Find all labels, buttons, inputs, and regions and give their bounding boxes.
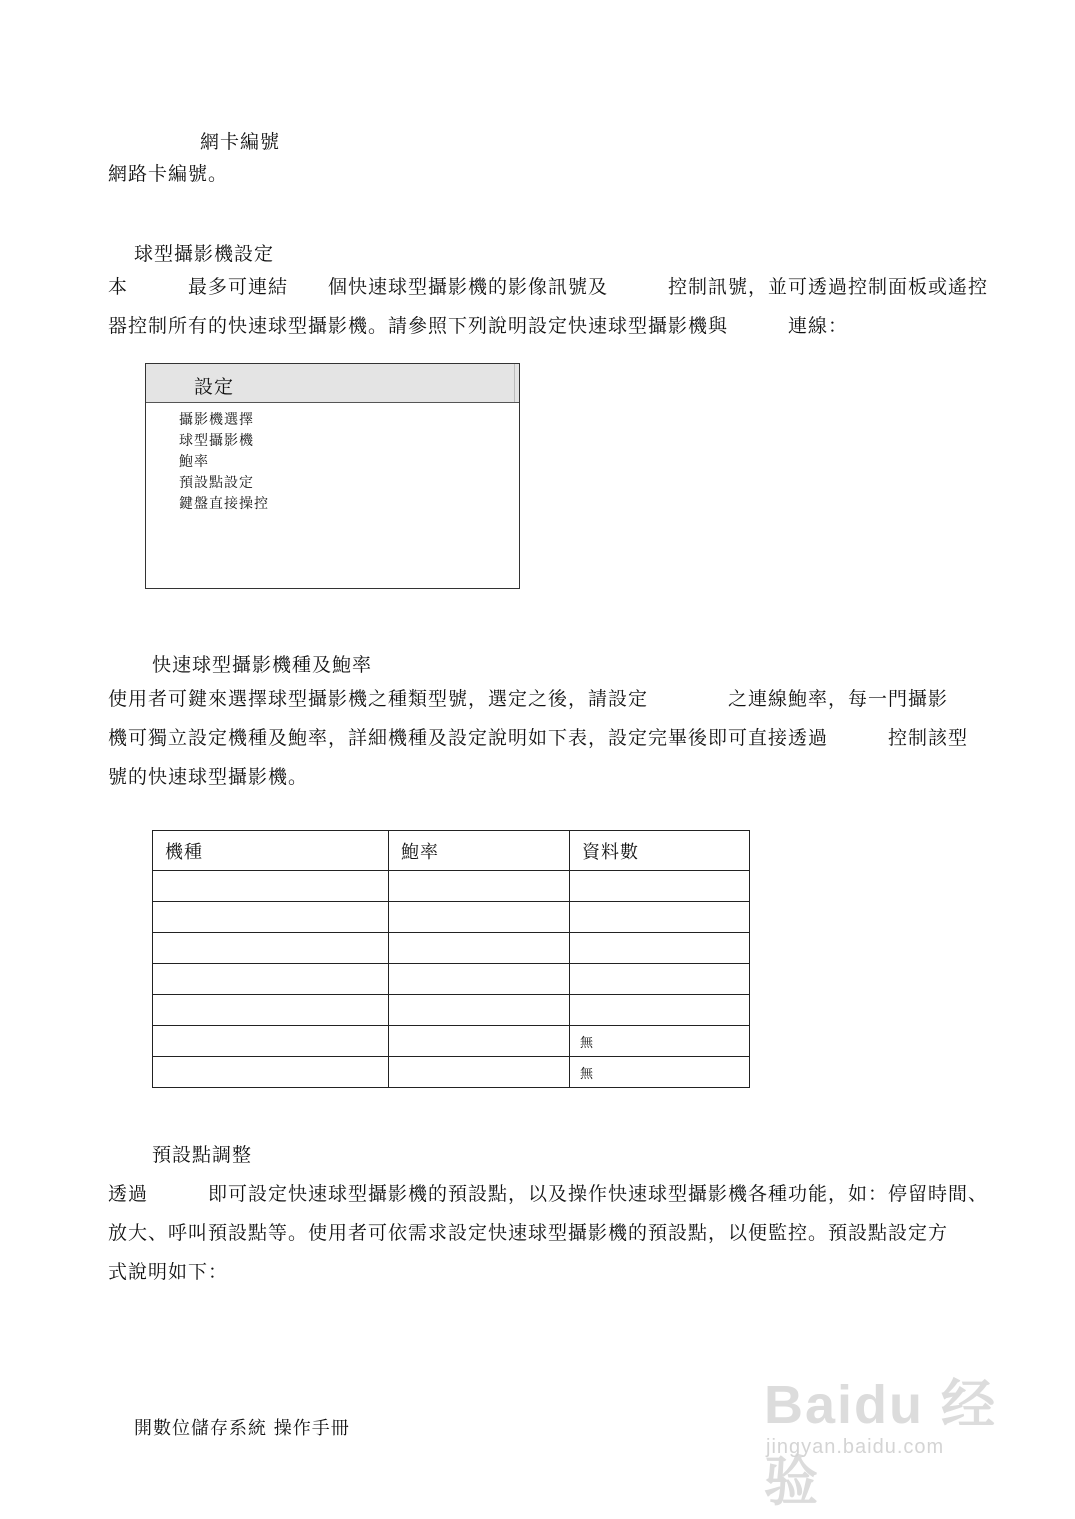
settings-menu-panel	[145, 363, 520, 589]
table-cell	[570, 995, 750, 1026]
table-cell	[570, 902, 750, 933]
speed-paragraph	[108, 680, 968, 797]
table-cell	[153, 933, 389, 964]
table-row	[153, 1057, 750, 1088]
table-row	[153, 964, 750, 995]
table-header-row	[153, 831, 750, 871]
menu-item-preset-settings[interactable]: 預設點設定	[179, 475, 254, 491]
dome-line-1: 本 最多可連結 個快速球型攝影機的影像訊號及 控制訊號，並可透過控制面板或遙控	[108, 276, 989, 298]
dome-heading: 球型攝影機設定	[134, 243, 275, 265]
table-header-data-count: 資料數	[570, 831, 750, 871]
menu-item-baud-rate[interactable]: 鮑率	[179, 454, 209, 470]
speed-line-2: 機可獨立設定機種及鮑率，詳細機種及設定說明如下表，設定完畢後即可直接透過 控制該型	[108, 727, 969, 749]
speed-heading: 快速球型攝影機種及鮑率	[152, 654, 373, 676]
preset-line-2: 放大、呼叫預設點等。使用者可依需求設定快速球型攝影機的預設點，以便監控。預設點設定方	[108, 1222, 949, 1244]
nic-heading: 網卡編號	[200, 131, 281, 153]
preset-line-1: 透過 即可設定快速球型攝影機的預設點，以及操作快速球型攝影機各種功能，如：停留時間、	[108, 1183, 989, 1205]
table-row	[153, 871, 750, 902]
settings-menu-title: 設定	[194, 376, 235, 398]
speed-line-3: 號的快速球型攝影機。	[108, 766, 309, 788]
table-cell	[153, 1026, 389, 1057]
table-row	[153, 902, 750, 933]
table-cell	[153, 902, 389, 933]
settings-menu-title-bar	[146, 364, 519, 403]
watermark-logo: Baidu 经验	[764, 1375, 998, 1512]
model-baud-table	[152, 830, 750, 1088]
table-cell	[570, 933, 750, 964]
preset-line-3: 式說明如下：	[108, 1261, 229, 1283]
speed-line-1: 使用者可鍵來選擇球型攝影機之種類型號，選定之後，請設定 之連線鮑率，每一門攝影	[108, 688, 949, 710]
table-cell	[153, 964, 389, 995]
watermark-url: jingyan.baidu.com	[766, 1436, 945, 1458]
dome-line-2: 器控制所有的快速球型攝影機。請參照下列說明設定快速球型攝影機與 連線：	[108, 315, 849, 337]
table-cell	[389, 1057, 570, 1088]
nic-body: 網路卡編號。	[108, 163, 229, 185]
table-cell	[389, 964, 570, 995]
page-footer: 開數位儲存系統 操作手冊	[134, 1418, 350, 1439]
table-cell	[389, 995, 570, 1026]
table-cell	[389, 933, 570, 964]
table-header-baud: 鮑率	[389, 831, 570, 871]
baidu-watermark	[756, 1362, 1026, 1512]
table-cell: 無	[570, 1026, 750, 1057]
menu-item-keyboard-control[interactable]: 鍵盤直接操控	[179, 496, 269, 512]
table-header-model: 機種	[153, 831, 389, 871]
table-cell	[570, 871, 750, 902]
table-row	[153, 933, 750, 964]
table-cell: 無	[570, 1057, 750, 1088]
menu-item-dome-camera[interactable]: 球型攝影機	[179, 433, 254, 449]
table-cell	[389, 871, 570, 902]
table-row	[153, 995, 750, 1026]
menu-item-camera-select[interactable]: 攝影機選擇	[179, 412, 254, 428]
table-cell	[153, 995, 389, 1026]
dome-paragraph	[108, 268, 988, 346]
table-cell	[570, 964, 750, 995]
preset-paragraph	[108, 1175, 988, 1292]
table-cell	[389, 902, 570, 933]
table-cell	[153, 1057, 389, 1088]
table-cell	[389, 1026, 570, 1057]
settings-menu-list	[179, 410, 269, 515]
table-cell	[153, 871, 389, 902]
preset-heading: 預設點調整	[152, 1144, 253, 1166]
table-row	[153, 1026, 750, 1057]
